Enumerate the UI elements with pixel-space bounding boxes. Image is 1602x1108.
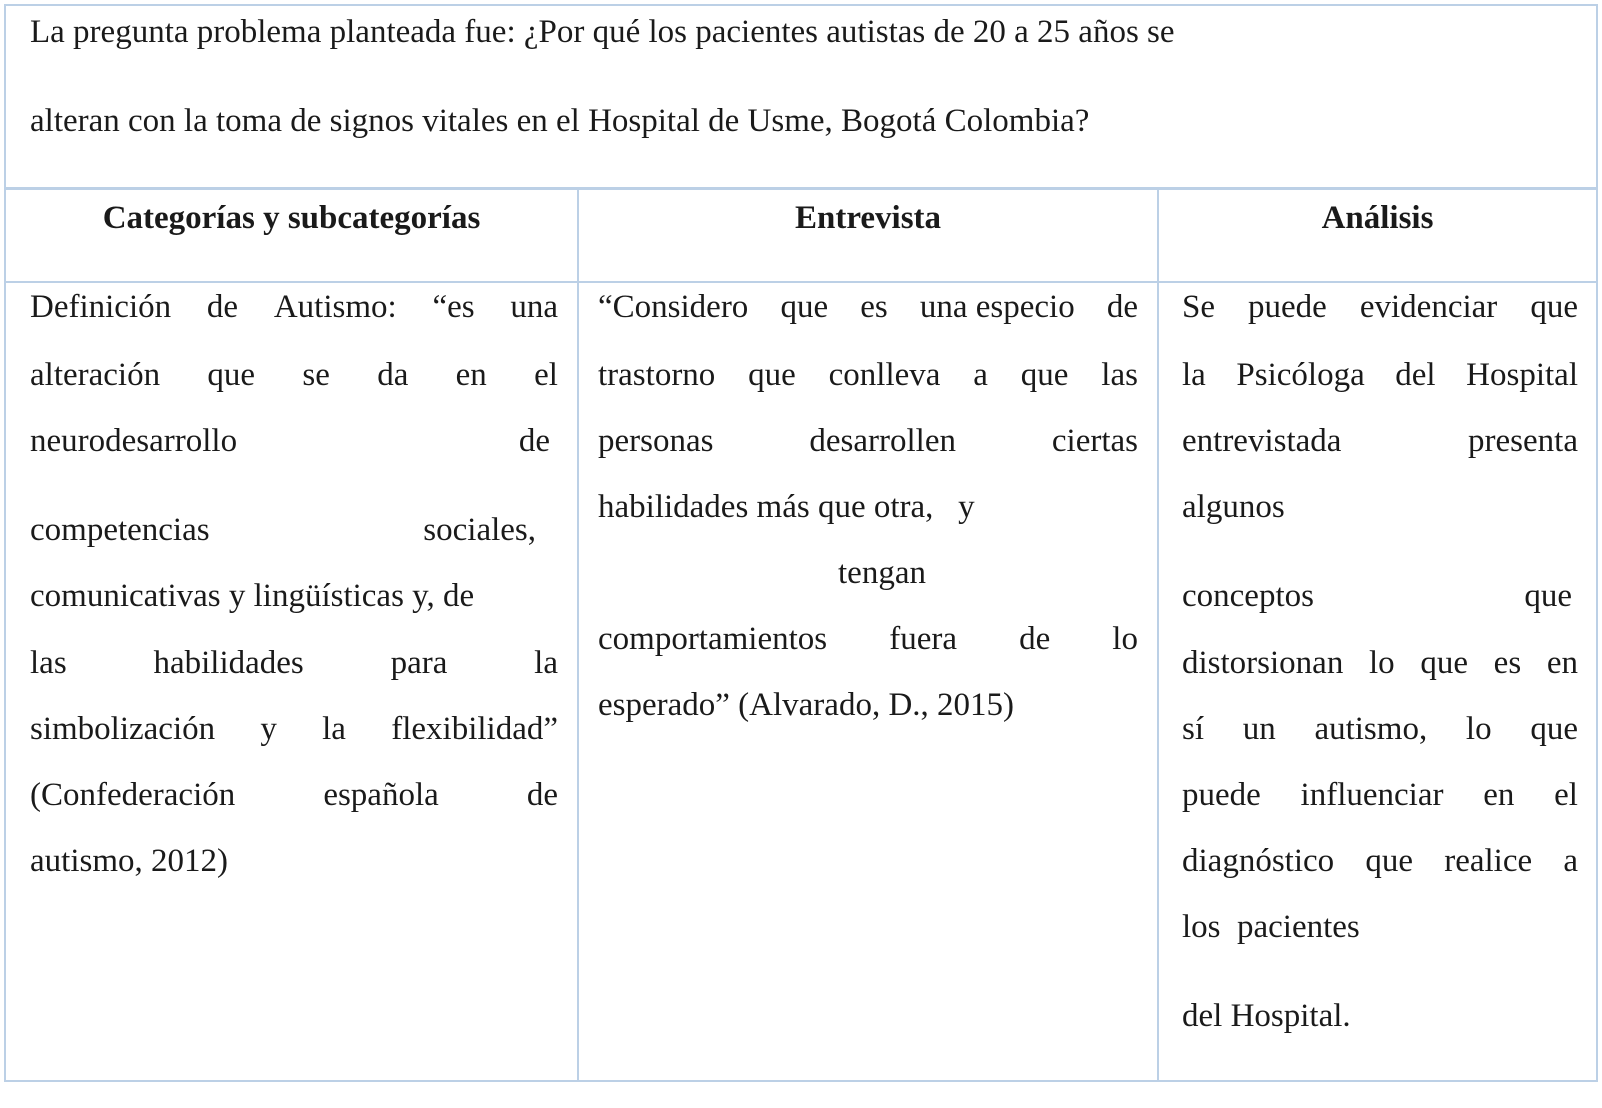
cell-line: tengan bbox=[838, 555, 926, 591]
column-divider-1 bbox=[577, 189, 579, 1082]
cell-line: trastorno que conlleva a que las bbox=[598, 357, 1138, 393]
cell-line: alteración que se da en el bbox=[30, 357, 558, 393]
cell-line: neurodesarrollo de bbox=[30, 423, 550, 459]
cell-line: competencias sociales, bbox=[30, 512, 536, 548]
column-header-analisis: Análisis bbox=[1321, 200, 1434, 236]
cell-line: comunicativas y lingüísticas y, de bbox=[30, 578, 475, 614]
table-right-border bbox=[1596, 4, 1598, 1082]
column-header-entrevista: Entrevista bbox=[794, 200, 942, 236]
cell-line: las habilidades para la bbox=[30, 645, 558, 681]
cell-line: esperado” (Alvarado, D., 2015) bbox=[598, 687, 1015, 723]
table-left-border bbox=[4, 4, 6, 1082]
cell-line: entrevistada presenta bbox=[1182, 423, 1578, 459]
cell-line: del Hospital. bbox=[1182, 998, 1351, 1034]
cell-line: puede influenciar en el bbox=[1182, 777, 1578, 813]
cell-line: la Psicóloga del Hospital bbox=[1182, 357, 1578, 393]
cell-line: Se puede evidenciar que bbox=[1182, 289, 1578, 325]
cell-line: (Confederación española de bbox=[30, 777, 558, 813]
cell-line: Definición de Autismo: “es una bbox=[30, 289, 558, 325]
cell-line: diagnóstico que realice a bbox=[1182, 843, 1578, 879]
question-row-border bbox=[4, 187, 1598, 190]
header-row-border bbox=[4, 281, 1598, 283]
cell-line: conceptos que bbox=[1182, 578, 1572, 614]
cell-line: simbolización y la flexibilidad” bbox=[30, 711, 558, 747]
research-question-line-1: La pregunta problema planteada fue: ¿Por qué los pacientes autistas de 20 a 25 años se bbox=[30, 14, 1175, 50]
cell-line: sí un autismo, lo que bbox=[1182, 711, 1578, 747]
column-header-categories: Categorías y subcategorías bbox=[102, 200, 481, 236]
cell-line: algunos bbox=[1182, 489, 1285, 525]
table-bottom-border bbox=[4, 1080, 1598, 1082]
cell-line: los pacientes bbox=[1182, 909, 1360, 945]
cell-line: autismo, 2012) bbox=[30, 843, 228, 879]
cell-line: distorsionan lo que es en bbox=[1182, 645, 1578, 681]
cell-line: “Considero que es una especio de bbox=[598, 289, 1138, 325]
column-divider-2 bbox=[1157, 189, 1159, 1082]
research-question-line-2: alteran con la toma de signos vitales en el Hospital de Usme, Bogotá Colombia? bbox=[30, 103, 1090, 139]
cell-line: comportamientos fuera de lo bbox=[598, 621, 1138, 657]
cell-line: habilidades más que otra, y bbox=[598, 489, 975, 525]
cell-line: personas desarrollen ciertas bbox=[598, 423, 1138, 459]
table-top-border bbox=[4, 4, 1598, 6]
